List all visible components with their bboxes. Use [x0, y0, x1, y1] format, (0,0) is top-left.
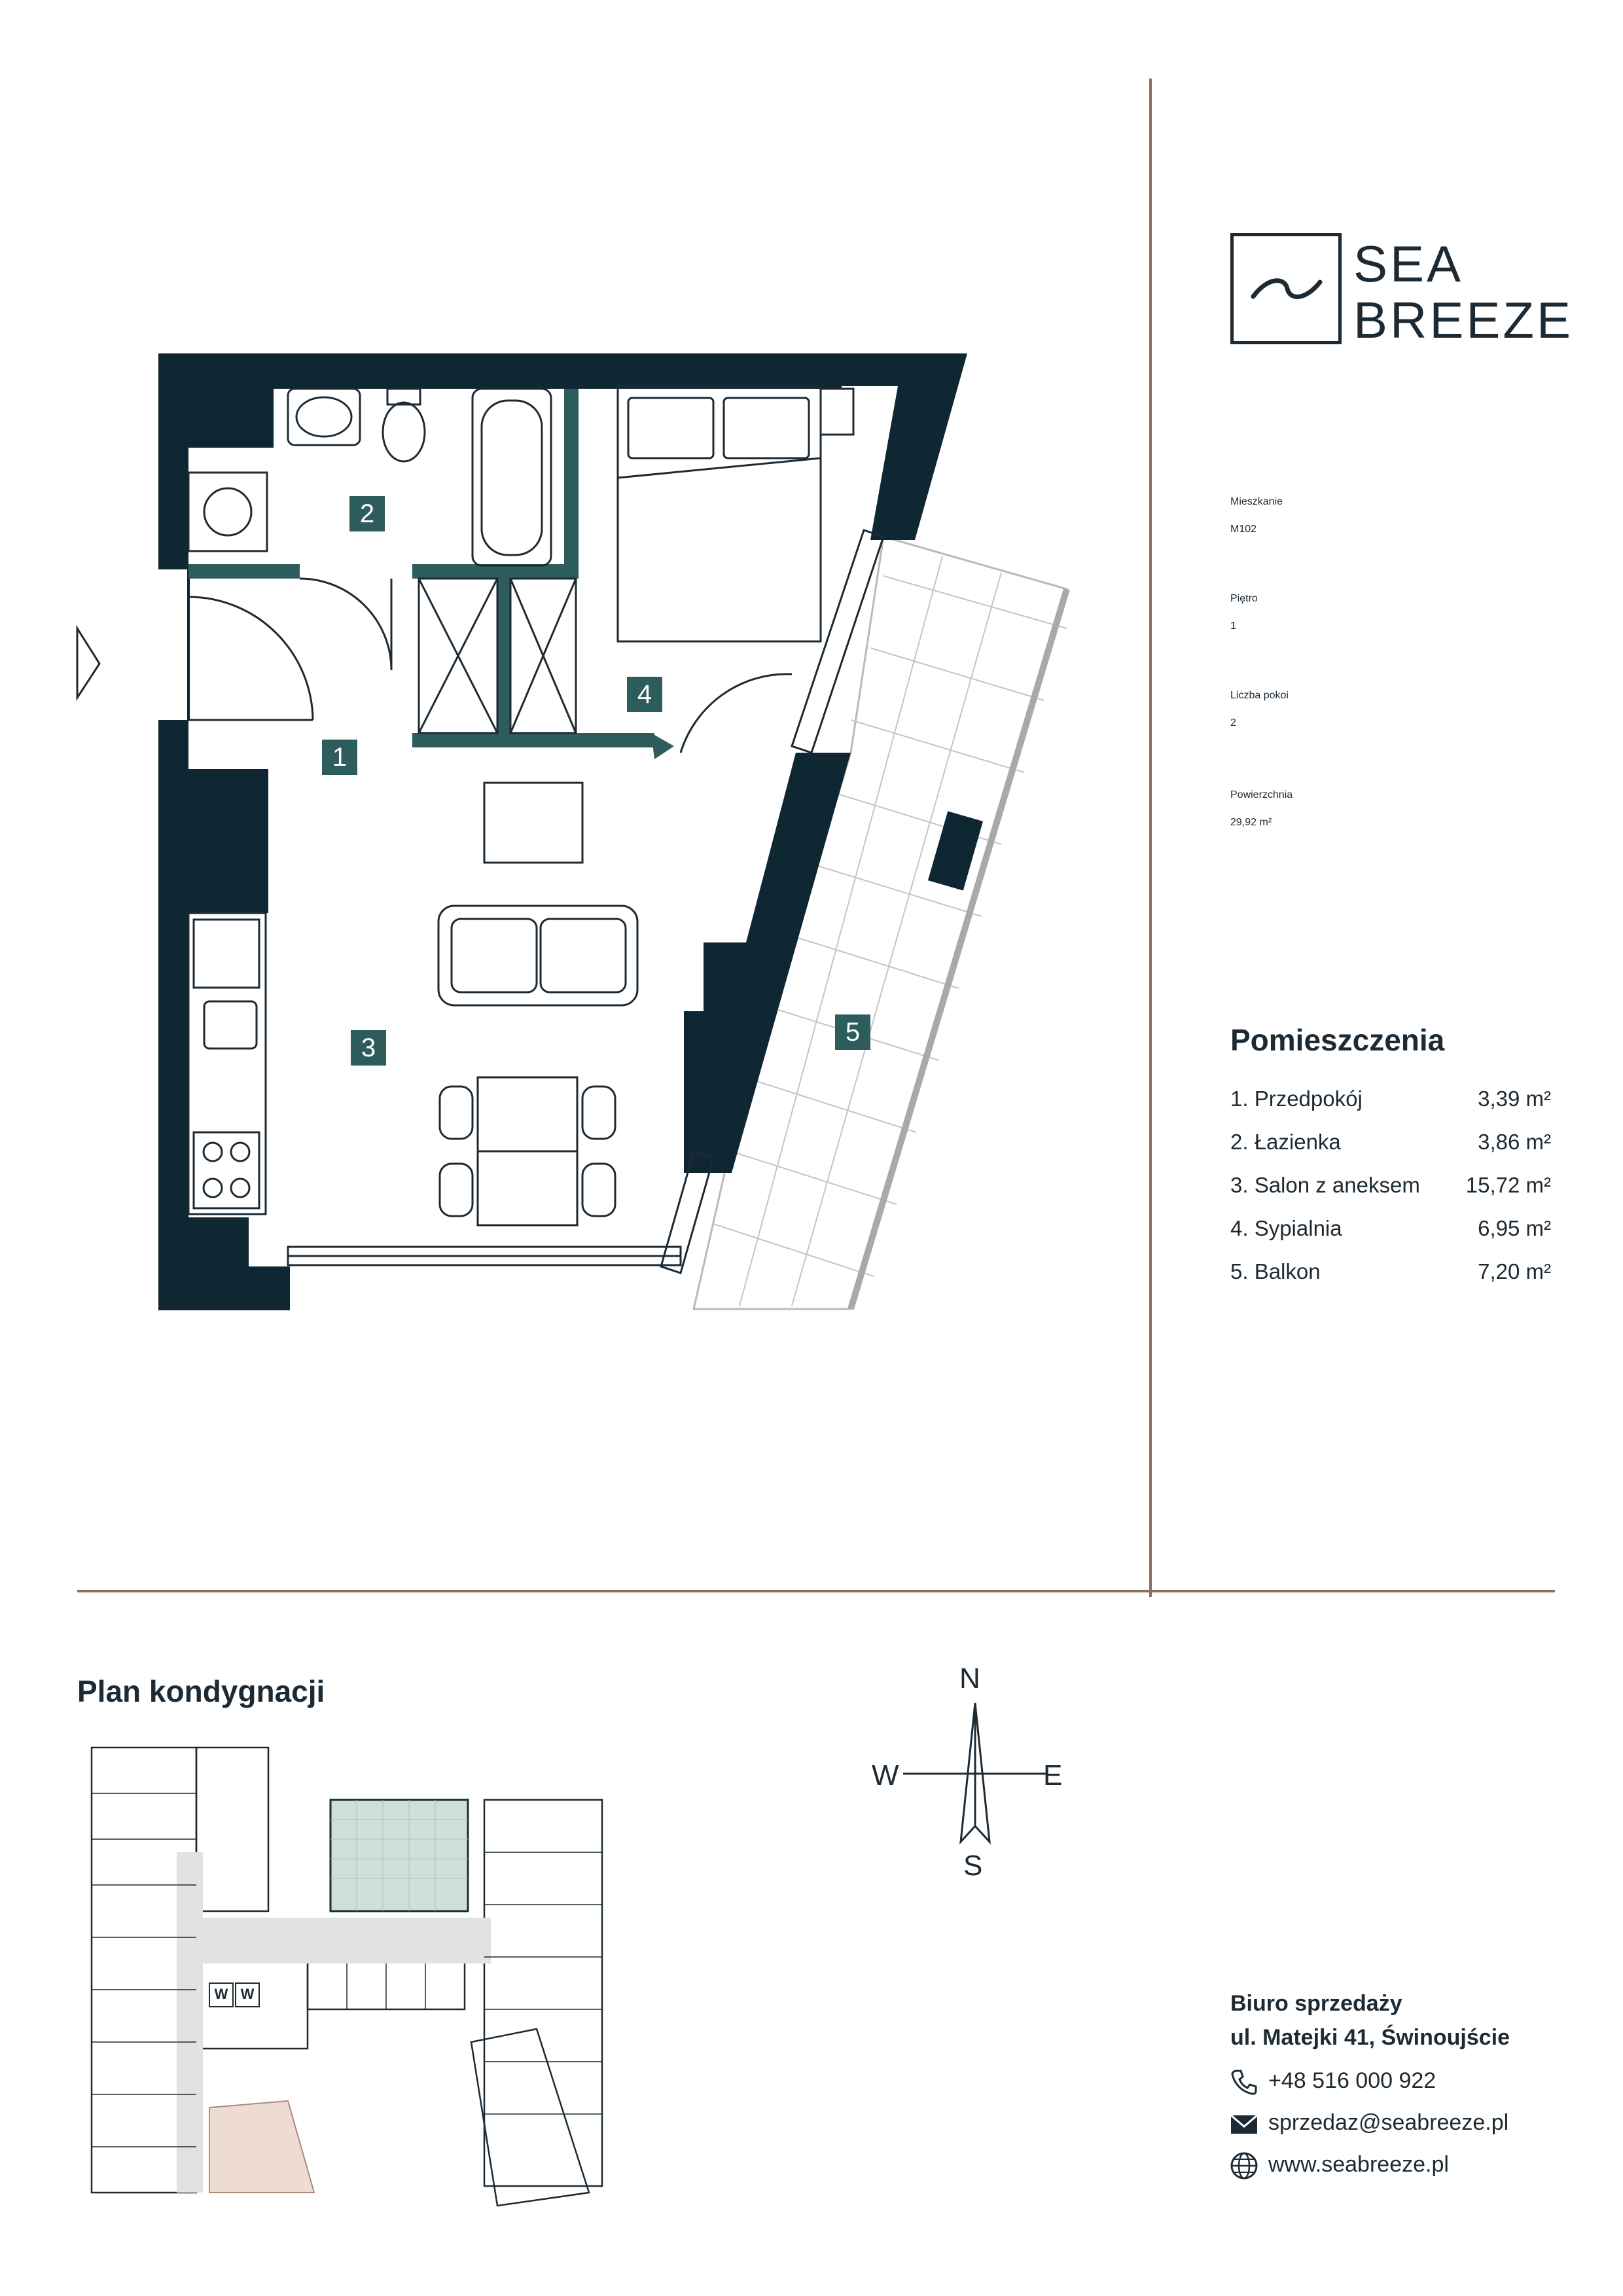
floor-plan-title: Plan kondygnacji: [77, 1674, 325, 1708]
compass-east: E: [1043, 1759, 1063, 1791]
room-label-1: 1: [322, 740, 357, 775]
rooms-title: Pomieszczenia: [1230, 1023, 1445, 1057]
room-area: 6,95 m²: [1478, 1216, 1551, 1240]
email-address: sprzedaz@seabreeze.pl: [1268, 2110, 1509, 2135]
room-row: [1230, 1173, 1551, 1198]
brand-line2: BREEZE: [1353, 291, 1574, 349]
globe-icon: [1229, 2151, 1259, 2181]
brand-logo: [1230, 233, 1574, 351]
room-area: 7,20 m²: [1478, 1259, 1551, 1283]
apartment-floor-plan: [0, 0, 1139, 1348]
room-label-4: 4: [627, 677, 662, 712]
room-row: [1230, 1259, 1551, 1284]
floor-label: Piętro: [1230, 593, 1258, 604]
compass-west: W: [872, 1759, 899, 1791]
room-label-2: 2: [349, 496, 385, 531]
mail-icon: [1229, 2109, 1259, 2139]
room-label-3: 3: [351, 1030, 386, 1066]
logo-wave-icon: [1230, 233, 1342, 344]
room-name: 3. Salon z aneksem: [1230, 1173, 1420, 1197]
room-area: 3,39 m²: [1478, 1086, 1551, 1111]
area-label: Powierzchnia: [1230, 789, 1293, 800]
room-row: [1230, 1130, 1551, 1155]
room-row: [1230, 1216, 1551, 1241]
building-floor-plan: [0, 1721, 628, 2232]
wc-label: W: [240, 1986, 255, 2002]
compass-rose-icon: [903, 1702, 1047, 1846]
room-label-5: 5: [835, 1014, 870, 1050]
vertical-divider: [1149, 79, 1152, 1597]
room-name: 1. Przedpokój: [1230, 1086, 1363, 1111]
wc-label: W: [214, 1986, 228, 2002]
apartment-id: M102: [1230, 524, 1257, 535]
compass-north: N: [959, 1662, 980, 1695]
phone-number: +48 516 000 922: [1268, 2068, 1436, 2093]
room-row: [1230, 1086, 1551, 1111]
rooms-count-value: 2: [1230, 717, 1236, 728]
compass-south: S: [963, 1850, 983, 1882]
phone-icon: [1229, 2067, 1259, 2097]
apartment-label: Mieszkanie: [1230, 496, 1283, 507]
room-area: 15,72 m²: [1465, 1173, 1551, 1197]
area-value: 29,92 m²: [1230, 817, 1272, 828]
sales-office-title: Biuro sprzedaży: [1230, 1991, 1402, 2016]
room-name: 2. Łazienka: [1230, 1130, 1341, 1154]
brand-line1: SEA: [1353, 235, 1464, 293]
room-area: 3,86 m²: [1478, 1130, 1551, 1154]
room-name: 4. Sypialnia: [1230, 1216, 1342, 1240]
sales-office-address: ul. Matejki 41, Świnoujście: [1230, 2025, 1510, 2050]
horizontal-divider: [77, 1590, 1555, 1592]
rooms-count-label: Liczba pokoi: [1230, 690, 1289, 701]
floor-value: 1: [1230, 620, 1236, 632]
website-url: www.seabreeze.pl: [1268, 2152, 1449, 2177]
room-name: 5. Balkon: [1230, 1259, 1321, 1283]
